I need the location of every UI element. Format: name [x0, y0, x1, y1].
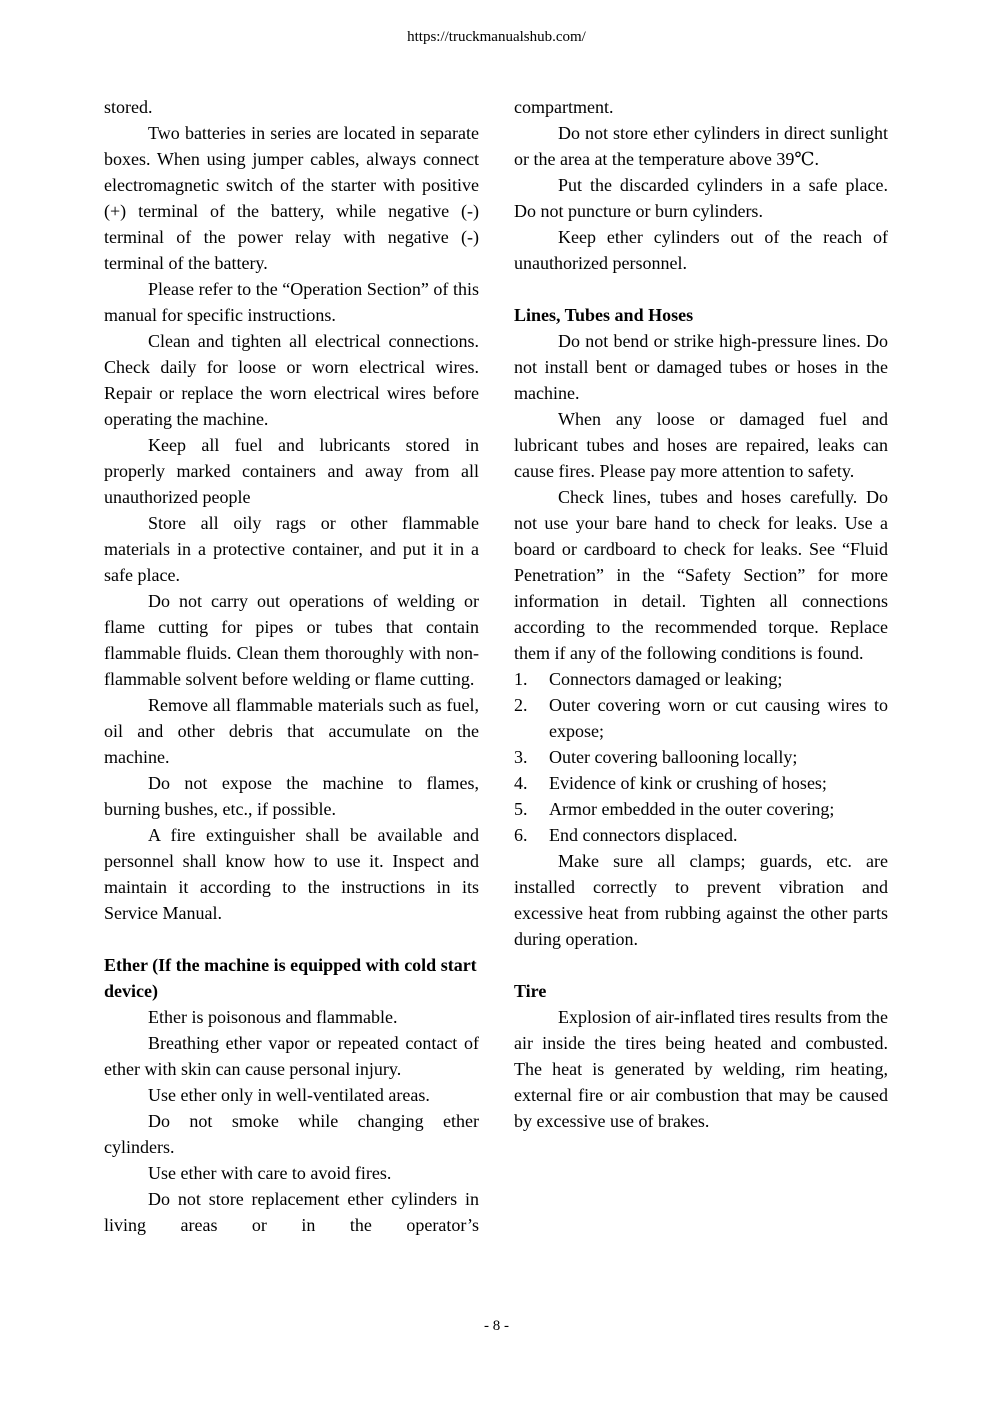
- list-text: Evidence of kink or crushing of hoses;: [549, 773, 827, 793]
- paragraph: Ether is poisonous and flammable.: [148, 1007, 398, 1027]
- paragraph: Remove all flammable materials such as fuel, oil and other debris that accumulate on the machine.: [104, 695, 479, 767]
- header-url: https://truckmanualshub.com/: [407, 29, 586, 45]
- paragraph: Do not store ether cylinders in direct sunlight or the area at the temperature above 39℃.: [514, 123, 888, 169]
- list-number: 2.: [514, 695, 528, 715]
- section-spacer: [104, 926, 479, 952]
- list-number: 3.: [514, 747, 528, 767]
- list-number: 6.: [514, 825, 528, 845]
- list-item: [514, 744, 888, 770]
- conditions-list: [514, 666, 888, 848]
- paragraph: Do not store replacement ether cylinders in living areas or in the operator’s: [104, 1189, 479, 1235]
- list-text: Connectors damaged or leaking;: [549, 669, 783, 689]
- list-text: Armor embedded in the outer covering;: [549, 799, 835, 819]
- section-heading-ether: Ether (If the machine is equipped with cold start device): [104, 955, 477, 1001]
- paragraph: Check lines, tubes and hoses carefully. Do not use your bare hand to check for leaks. Use a board or cardboard to check for leaks. See “Fluid Penetration” in the “Safety Section” for more information in detail. Tighten all connections according to the recommended torque. Replace them if any of the following conditions is found.: [514, 487, 888, 663]
- paragraph: When any loose or damaged fuel and lubricant tubes and hoses are repaired, leaks can cause fires. Please pay more attention to safety.: [514, 409, 888, 481]
- paragraph: A fire extinguisher shall be available and personnel shall know how to use it. Inspect and maintain it according to the instructions in its Service Manual.: [104, 825, 479, 923]
- paragraph: Keep all fuel and lubricants stored in properly marked containers and away from all unauthorized people: [104, 435, 479, 507]
- paragraph: Do not carry out operations of welding or flame cutting for pipes or tubes that contain flammable fluids. Clean them thoroughly with non-flammable solvent before welding or flame cutting.: [104, 591, 479, 689]
- paragraph: Use ether only in well-ventilated areas.: [148, 1085, 430, 1105]
- list-text: Outer covering worn or cut causing wires to expose;: [549, 695, 888, 741]
- paragraph: Two batteries in series are located in separate boxes. When using jumper cables, always connect electromagnetic switch of the starter with positive (+) terminal of the battery, while negative (-) terminal of the power relay with negative (-) terminal of the battery.: [104, 123, 479, 273]
- list-text: End connectors displaced.: [549, 825, 738, 845]
- paragraph: Do not expose the machine to flames, burning bushes, etc., if possible.: [104, 773, 479, 819]
- paragraph: Put the discarded cylinders in a safe place. Do not puncture or burn cylinders.: [514, 175, 888, 221]
- paragraph: Do not bend or strike high-pressure lines. Do not install bent or damaged tubes or hoses in the machine.: [514, 331, 888, 403]
- list-item: [514, 666, 888, 692]
- left-column: [104, 94, 479, 1238]
- section-spacer: [514, 276, 888, 302]
- list-item: [514, 822, 888, 848]
- paragraph: Make sure all clamps; guards, etc. are installed correctly to prevent vibration and excessive heat from rubbing against the other parts during operation.: [514, 851, 888, 949]
- paragraph: compartment.: [514, 97, 614, 117]
- paragraph: Store all oily rags or other flammable materials in a protective container, and put it in a safe place.: [104, 513, 479, 585]
- paragraph: Clean and tighten all electrical connections. Check daily for loose or worn electrical wires. Repair or replace the worn electrical wires before operating the machine.: [104, 331, 479, 429]
- page-number: - 8 -: [484, 1318, 509, 1334]
- paragraph: Breathing ether vapor or repeated contact of ether with skin can cause personal injury.: [104, 1033, 479, 1079]
- paragraph: Keep ether cylinders out of the reach of unauthorized personnel.: [514, 227, 888, 273]
- section-spacer: [514, 952, 888, 978]
- list-item: [514, 770, 888, 796]
- list-number: 5.: [514, 799, 528, 819]
- paragraph: Please refer to the “Operation Section” of this manual for specific instructions.: [104, 279, 479, 325]
- list-text: Outer covering ballooning locally;: [549, 747, 798, 767]
- paragraph: Do not smoke while changing ether cylinders.: [104, 1111, 479, 1157]
- list-item: [514, 692, 888, 744]
- paragraph: Use ether with care to avoid fires.: [148, 1163, 392, 1183]
- list-item: [514, 796, 888, 822]
- list-number: 4.: [514, 773, 528, 793]
- list-number: 1.: [514, 669, 528, 689]
- paragraph: Explosion of air-inflated tires results from the air inside the tires being heated and combusted. The heat is generated by welding, rim heating, external fire or air combustion that may be caused by excessive use of brakes.: [514, 1007, 888, 1131]
- section-heading-tire: Tire: [514, 981, 547, 1001]
- right-column: [514, 94, 888, 1134]
- section-heading-lines: Lines, Tubes and Hoses: [514, 305, 694, 325]
- paragraph: stored.: [104, 97, 153, 117]
